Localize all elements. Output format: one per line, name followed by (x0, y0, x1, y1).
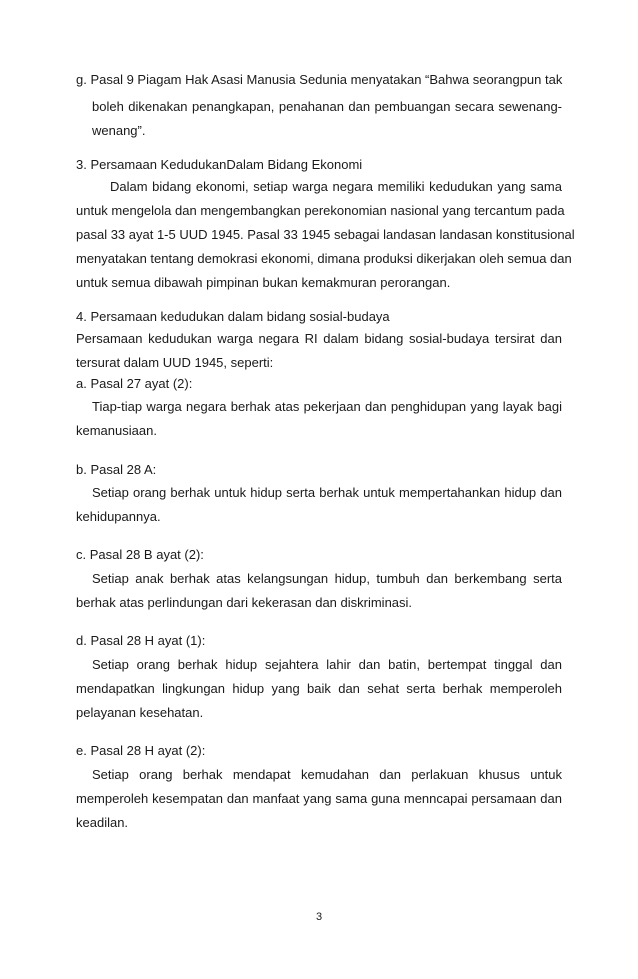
item-d-line-1: Setiap orang berhak hidup sejahtera lahir dan batin, bertempat tinggal dan (92, 657, 562, 672)
page-number: 3 (315, 911, 323, 923)
item-e-line-3: keadilan. (76, 815, 129, 830)
item-d-heading: d. Pasal 28 H ayat (1): (76, 633, 206, 648)
item-e-line-1: Setiap orang berhak mendapat kemudahan dan perlakuan khusus untuk (92, 767, 562, 782)
section-3-heading: 3. Persamaan KedudukanDalam Bidang Ekonomi (76, 157, 363, 172)
paragraph-g-line-1: g. Pasal 9 Piagam Hak Asasi Manusia Sedunia menyatakan “Bahwa seorangpun tak (76, 72, 563, 87)
item-b-heading: b. Pasal 28 A: (76, 462, 157, 477)
paragraph-g-line-2: boleh dikenakan penangkapan, penahanan dan pembuangan secara sewenang- (92, 99, 562, 114)
paragraph-g-line-3: wenang”. (92, 123, 146, 138)
item-e-line-2: memperoleh kesempatan dan manfaat yang sama guna menncapai persamaan dan (76, 791, 562, 806)
item-d-line-2: mendapatkan lingkungan hidup yang baik dan sehat serta berhak memperoleh (76, 681, 562, 696)
section-3-line-3: pasal 33 ayat 1-5 UUD 1945. Pasal 33 1945 sebagai landasan landasan konstitusional (76, 227, 575, 242)
section-4-line-2: tersurat dalam UUD 1945, seperti: (76, 355, 274, 370)
item-a-line-2: kemanusiaan. (76, 423, 157, 438)
item-b-line-1: Setiap orang berhak untuk hidup serta berhak untuk mempertahankan hidup dan (92, 485, 562, 500)
item-b-line-2: kehidupannya. (76, 509, 161, 524)
item-c-line-2: berhak atas perlindungan dari kekerasan dan diskriminasi. (76, 595, 413, 610)
section-3-line-1: Dalam bidang ekonomi, setiap warga negara memiliki kedudukan yang sama (110, 179, 562, 194)
item-e-heading: e. Pasal 28 H ayat (2): (76, 743, 206, 758)
section-3-line-4: menyatakan tentang demokrasi ekonomi, dimana produksi dikerjakan oleh semua dan (76, 251, 572, 266)
section-4-heading: 4. Persamaan kedudukan dalam bidang sosial-budaya (76, 309, 390, 324)
section-3-line-2: untuk mengelola dan mengembangkan perekonomian nasional yang tercantum pada (76, 203, 565, 218)
item-c-line-1: Setiap anak berhak atas kelangsungan hidup, tumbuh dan berkembang serta (92, 571, 562, 586)
item-a-line-1: Tiap-tiap warga negara berhak atas pekerjaan dan penghidupan yang layak bagi (92, 399, 562, 414)
section-4-line-1: Persamaan kedudukan warga negara RI dalam bidang sosial-budaya tersirat dan (76, 331, 562, 346)
item-c-heading: c. Pasal 28 B ayat (2): (76, 547, 204, 562)
item-a-heading: a. Pasal 27 ayat (2): (76, 376, 193, 391)
item-d-line-3: pelayanan kesehatan. (76, 705, 204, 720)
section-3-line-5: untuk semua dibawah pimpinan bukan kemakmuran perorangan. (76, 275, 451, 290)
